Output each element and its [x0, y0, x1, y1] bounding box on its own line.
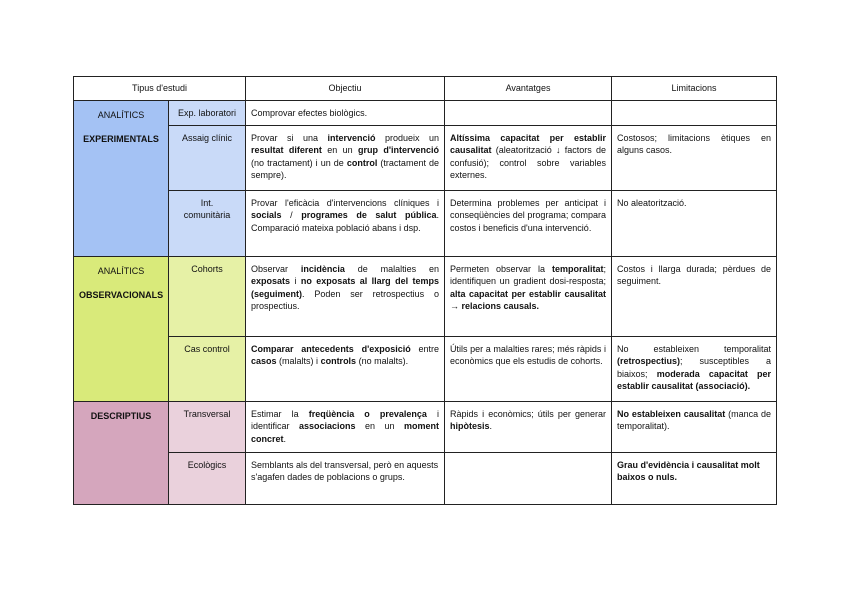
header-objective: Objectiu: [246, 77, 445, 101]
type-exp-laboratori: Exp. laboratori: [169, 100, 246, 125]
header-study-type: Tipus d'estudi: [74, 77, 246, 101]
group-experimental-line2: EXPERIMENTALS: [83, 134, 159, 145]
objective-transversal: Estimar la freqüència o prevalença i identificar associacions en un moment concret.: [246, 401, 445, 452]
group-descriptive: [74, 401, 169, 504]
limitations-cas-control: No estableixen temporalitat (retrospectius); susceptibles a biaixos; moderada capacitat per establir causalitat (associació).: [612, 336, 777, 401]
advantages-cas-control: Útils per a malalties rares; més ràpids i econòmics que els estudis de cohorts.: [445, 336, 612, 401]
group-observational-line1: ANALÍTICS: [97, 265, 145, 276]
limitations-int-comunitaria: No aleatorització.: [612, 190, 777, 256]
objective-assaig-clinic: Provar si una intervenció produeix un resultat diferent en un grup d'intervenció (no tractament) i un de control (tractament de sempre).: [246, 125, 445, 190]
type-transversal: Transversal: [169, 401, 246, 452]
table-row: [74, 336, 777, 401]
type-int-comunitaria: Int. comunitària: [169, 190, 246, 256]
limitations-assaig-clinic: Costosos; limitacions ètiques en alguns casos.: [612, 125, 777, 190]
group-observational: [74, 256, 169, 401]
advantages-assaig-clinic: Altíssima capacitat per establir causalitat (aleatorització ↓ factors de confusió); control sobre variables externes.: [445, 125, 612, 190]
advantages-cohorts: Permeten observar la temporalitat; identifiquen un gradient dosi-resposta; alta capacitat per establir causalitat → relacions causals.: [445, 256, 612, 336]
limitations-transversal: No estableixen causalitat (manca de temporalitat).: [612, 401, 777, 452]
group-observational-line2: OBSERVACIONALS: [79, 290, 164, 301]
objective-cas-control: Comparar antecedents d'exposició entre casos (malalts) i controls (no malalts).: [246, 336, 445, 401]
objective-cohorts: Observar incidència de malalties en exposats i no exposats al llarg del temps (seguiment). Poden ser retrospectius o prospectius.: [246, 256, 445, 336]
limitations-ecologics: Grau d'evidència i causalitat molt baixos o nuls.: [612, 452, 777, 504]
advantages-int-comunitaria: Determina problemes per anticipat i conseqüències del programa; compara costos i beneficis d'una intervenció.: [445, 190, 612, 256]
limitations-exp-laboratori: [612, 100, 777, 125]
objective-int-comunitaria: Provar l'eficàcia d'intervencions clíniques i socials / programes de salut pública. Comparació mateixa població abans i dsp.: [246, 190, 445, 256]
table-row: [74, 452, 777, 504]
group-descriptive-line1: DESCRIPTIUS: [90, 410, 152, 421]
header-row: [74, 77, 777, 101]
limitations-cohorts: Costos i llarga durada; pèrdues de seguiment.: [612, 256, 777, 336]
type-cohorts: Cohorts: [169, 256, 246, 336]
table-row: [74, 100, 777, 125]
type-assaig-clinic: Assaig clínic: [169, 125, 246, 190]
group-experimental-line1: ANALÍTICS: [97, 109, 145, 120]
table-row: [74, 401, 777, 452]
advantages-transversal: Ràpids i econòmics; útils per generar hipòtesis.: [445, 401, 612, 452]
type-ecologics: Ecològics: [169, 452, 246, 504]
advantages-exp-laboratori: [445, 100, 612, 125]
advantages-ecologics: [445, 452, 612, 504]
header-limitations: Limitacions: [612, 77, 777, 101]
objective-exp-laboratori: Comprovar efectes biològics.: [246, 100, 445, 125]
table-row: [74, 256, 777, 336]
table-row: [74, 190, 777, 256]
objective-ecologics: Semblants als del transversal, però en aquests s'agafen dades de poblacions o grups.: [246, 452, 445, 504]
header-advantages: Avantatges: [445, 77, 612, 101]
type-cas-control: Cas control: [169, 336, 246, 401]
table-row: [74, 125, 777, 190]
study-types-table: [73, 76, 777, 505]
group-experimental: [74, 100, 169, 256]
